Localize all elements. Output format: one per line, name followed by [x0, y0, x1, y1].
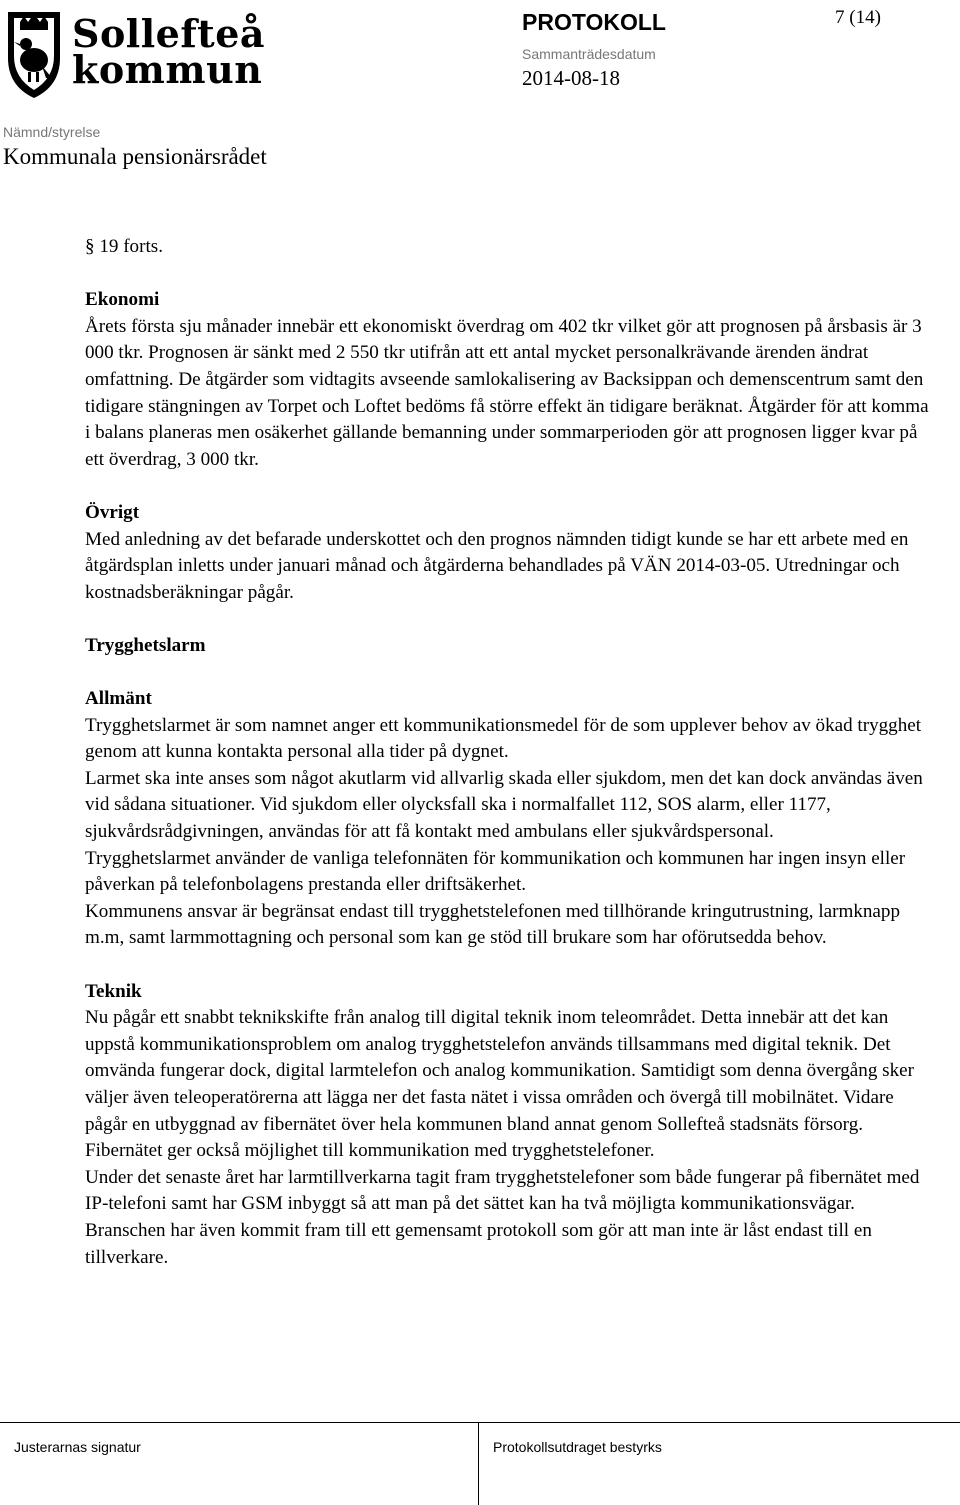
- block-spacer: [85, 660, 935, 687]
- extract-certified-label: Protokollsutdraget bestyrks: [493, 1439, 662, 1455]
- section-heading: Övrigt: [85, 501, 140, 523]
- section-heading: Trygghetslarm: [85, 634, 206, 656]
- logo-line-2: kommun: [72, 47, 263, 92]
- municipality-logo: [2, 6, 264, 102]
- footer-divider-line: [0, 1422, 960, 1423]
- section-heading: Teknik: [85, 980, 142, 1002]
- body-paragraph: Trygghetslarmet använder de vanliga telefonnäten för kommunikation och kommunen har ingen insyn eller påverkan på telefonbolagens prestanda eller driftsäkerhet.: [85, 847, 906, 896]
- board-name: Kommunala pensionärsrådet: [3, 144, 267, 169]
- block-spacer: [85, 473, 935, 500]
- meeting-date: 2014-08-18: [522, 66, 620, 90]
- coat-of-arms-icon: [2, 6, 66, 102]
- board-label: Nämnd/styrelse: [3, 124, 101, 140]
- footer-column-divider: [478, 1422, 479, 1505]
- body-paragraph: Trygghetslarmet är som namnet anger ett kommunikationsmedel för de som upplever behov av ökad trygghet genom att kunna kontakta personal alla tider på dygnet.: [85, 714, 922, 763]
- logo-wordmark: [72, 11, 266, 92]
- body-paragraph: Under det senaste året har larmtillverkarna tagit fram trygghetstelefoner som både fungerar på fibernätet med IP-telefoni samt har GSM inbyggt så att man på det sättet kan ha två möjligta kommunikationsvägar. Branschen har även kommit fram till ett gemensamt protokoll som gör att man inte är låst endast till en tillverkare.: [85, 1166, 920, 1268]
- body-paragraph: Nu pågår ett snabbt teknikskifte från analog till digital teknik inom teleområdet. Detta innebär att det kan uppstå kommunikationsproblem om analog trygghetstelefon används tillsammans med digital teknik. Det omvända fungerar dock, digital larmtelefon och analog kommunikation. Samtidigt som denna övergång sker väljer även teleoperatörerna att lägga ner det fasta nätet i vissa områden och övergå till mobilnätet. Vidare pågår en utbyggnad av fibernätet över hela kommunen bland annat genom Sollefteå stadsnäts försorg. Fibernätet ger också möjlighet till kommunikation med trygghetstelefoner.: [85, 1007, 914, 1162]
- block-spacer: [85, 606, 935, 633]
- block-spacer: [85, 952, 935, 979]
- section-symbol: §: [85, 236, 95, 257]
- section-blocks: [85, 287, 935, 1271]
- logo-line-1: Sollefteå: [72, 11, 266, 56]
- document-type: PROTOKOLL: [522, 9, 666, 35]
- section-ref-text: 19 forts.: [99, 236, 163, 257]
- body-paragraph: Kommunens ansvar är begränsat endast till trygghetstelefonen med tillhörande kringutrustning, larmknapp m.m, samt larmmottagning och personal som kan ge stöd till brukare som har oförutsedda behov.: [85, 900, 900, 949]
- section-heading: Allmänt: [85, 688, 152, 710]
- meeting-date-label: Sammanträdesdatum: [522, 46, 656, 62]
- body-paragraph: Med anledning av det befarade underskottet och den prognos nämnden tidigt kunde se har ett arbete med en åtgärdsplan inletts under januari månad och åtgärderna behandlades på VÄN 2014-03-05. Utredningar och kostnadsberäkningar pågår.: [85, 528, 909, 603]
- section-reference: [85, 234, 935, 261]
- page-number: 7 (14): [835, 7, 881, 28]
- body-paragraph: Årets första sju månader innebär ett ekonomiskt överdrag om 402 tkr vilket gör att prognosen på årsbasis är 3 000 tkr. Prognosen är sänkt med 2 550 tkr utifrån att ett antal mycket personalkrävande ärenden ändrat omfattning. De åtgärder som vidtagits avseende samlokalisering av Backsippan och demenscentrum samt den tidigare stängningen av Torpet och Loftet bedöms få större effekt än tidigare beräknat. Åtgärder för att komma i balans planeras men osäkerhet gällande bemanning under sommarperioden gör att prognosen ligger kvar på ett överdrag, 3 000 tkr.: [85, 315, 929, 470]
- justifier-signature-label: Justerarnas signatur: [14, 1439, 141, 1455]
- section-heading: Ekonomi: [85, 289, 160, 311]
- body-paragraph: Larmet ska inte anses som något akutlarm vid allvarlig skada eller sjukdom, men det kan dock användas även vid sådana situationer. Vid sjukdom eller olycksfall ska i normalfallet 112, SOS alarm, eller 1177, sjukvårdsrådgivningen, användas för att få kontakt med ambulans eller sjukvårdspersonal.: [85, 767, 923, 843]
- protocol-body: [85, 234, 935, 1271]
